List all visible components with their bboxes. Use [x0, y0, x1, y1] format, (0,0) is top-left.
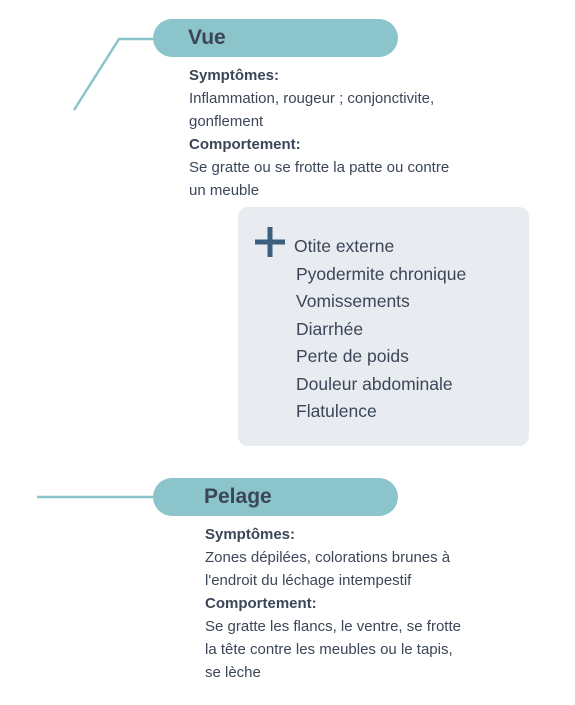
- complications-box: [238, 207, 529, 446]
- complication-item: Vomissements: [296, 291, 410, 311]
- complication-item: Pyodermite chronique: [296, 263, 467, 284]
- complication-item: Otite externe: [294, 236, 395, 256]
- behaviour-heading: Comportement:: [205, 595, 317, 612]
- section-details-pelage: [205, 523, 495, 684]
- behaviour-text: Se gratte ou se frotte la patte ou contre un meuble: [189, 159, 450, 199]
- section-title-vue: [153, 19, 398, 57]
- plus-icon: [255, 227, 285, 257]
- symptoms-text: Zones dépilées, colorations brunes à l'endroit du léchage intempestif: [205, 549, 451, 589]
- symptoms-heading: Symptômes:: [205, 526, 296, 543]
- complication-list: [296, 233, 466, 426]
- section-title-vue-label: Vue: [188, 26, 226, 49]
- complication-item: Flatulence: [296, 401, 377, 421]
- complication-item: Douleur abdominale: [296, 373, 453, 394]
- symptoms-heading: Symptômes:: [189, 67, 280, 84]
- behaviour-heading: Comportement:: [189, 136, 301, 153]
- connector-line-vue: [74, 39, 156, 110]
- section-title-pelage: [153, 478, 398, 516]
- symptoms-text: Inflammation, rougeur ; conjonctivite, gonflement: [189, 90, 435, 130]
- behaviour-text: Se gratte les flancs, le ventre, se frotte la tête contre les meubles ou le tapis, se lèche: [205, 618, 461, 681]
- complication-item: Diarrhée: [296, 318, 364, 339]
- section-title-pelage-label: Pelage: [204, 485, 272, 508]
- section-details-vue: [189, 64, 479, 202]
- complication-item: Perte de poids: [296, 346, 409, 366]
